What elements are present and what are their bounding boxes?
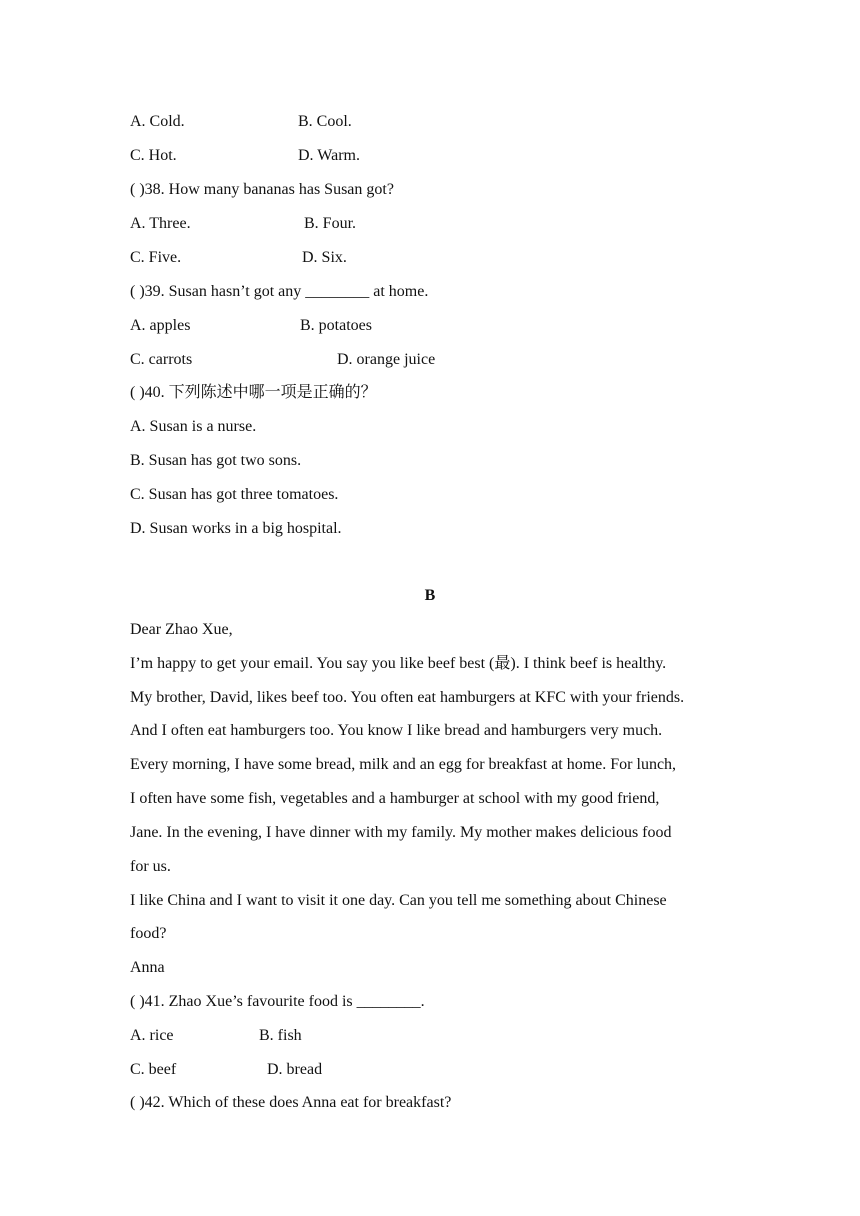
q40-option-a: A. Susan is a nurse.: [130, 418, 257, 435]
letter-line: And I often eat hamburgers too. You know I like bread and hamburgers very much.: [130, 722, 663, 739]
question-39: ( )39. Susan hasn’t got any ________ at home.: [130, 283, 429, 300]
q38-options-row-2: [130, 248, 347, 268]
option-b: B. fish: [259, 1027, 302, 1044]
option-b: B. potatoes: [300, 317, 372, 334]
option-b: B. Cool.: [298, 113, 352, 130]
option-a: A. Three.: [130, 215, 191, 232]
letter-line: I often have some fish, vegetables and a hamburger at school with my good friend,: [130, 790, 660, 807]
option-d: D. bread: [267, 1061, 323, 1078]
q40-option-d: D. Susan works in a big hospital.: [130, 520, 342, 537]
option-a: A. apples: [130, 317, 191, 334]
letter-line: My brother, David, likes beef too. You often eat hamburgers at KFC with your friends.: [130, 689, 685, 706]
letter-greeting: Dear Zhao Xue,: [130, 621, 233, 638]
letter-line: I’m happy to get your email. You say you like beef best (最). I think beef is healthy.: [130, 655, 667, 672]
section-heading: B: [424, 587, 436, 604]
option-c: C. Hot.: [130, 147, 177, 164]
letter-line: Every morning, I have some bread, milk and an egg for breakfast at home. For lunch,: [130, 756, 677, 773]
question-41: ( )41. Zhao Xue’s favourite food is ________.: [130, 993, 425, 1010]
letter-line: for us.: [130, 858, 171, 875]
q41-options-row-2: [130, 1060, 322, 1080]
option-c: C. Five.: [130, 249, 182, 266]
option-c: C. carrots: [130, 351, 193, 368]
option-d: D. Six.: [302, 249, 347, 266]
q38-options-row-1: [130, 214, 356, 234]
letter-signature: Anna: [130, 959, 165, 976]
q41-options-row-1: [130, 1026, 302, 1046]
option-c: C. beef: [130, 1061, 177, 1078]
q37-options-row-2: [130, 146, 360, 166]
q40-option-b: B. Susan has got two sons.: [130, 452, 302, 469]
q39-options-row-1: [130, 316, 372, 336]
option-d: D. Warm.: [298, 147, 360, 164]
option-a: A. rice: [130, 1027, 174, 1044]
q39-options-row-2: [130, 350, 435, 370]
letter-line: food?: [130, 925, 167, 942]
question-42: ( )42. Which of these does Anna eat for breakfast?: [130, 1094, 452, 1111]
option-b: B. Four.: [304, 215, 357, 232]
option-a: A. Cold.: [130, 113, 185, 130]
letter-line: I like China and I want to visit it one day. Can you tell me something about Chinese: [130, 892, 667, 909]
option-d: D. orange juice: [337, 351, 436, 368]
question-40: ( )40. 下列陈述中哪一项是正确的？: [130, 384, 377, 401]
q37-options-row-1: [130, 112, 352, 132]
letter-line: Jane. In the evening, I have dinner with my family. My mother makes delicious food: [130, 824, 672, 841]
q40-option-c: C. Susan has got three tomatoes.: [130, 486, 339, 503]
question-38: ( )38. How many bananas has Susan got?: [130, 181, 394, 198]
